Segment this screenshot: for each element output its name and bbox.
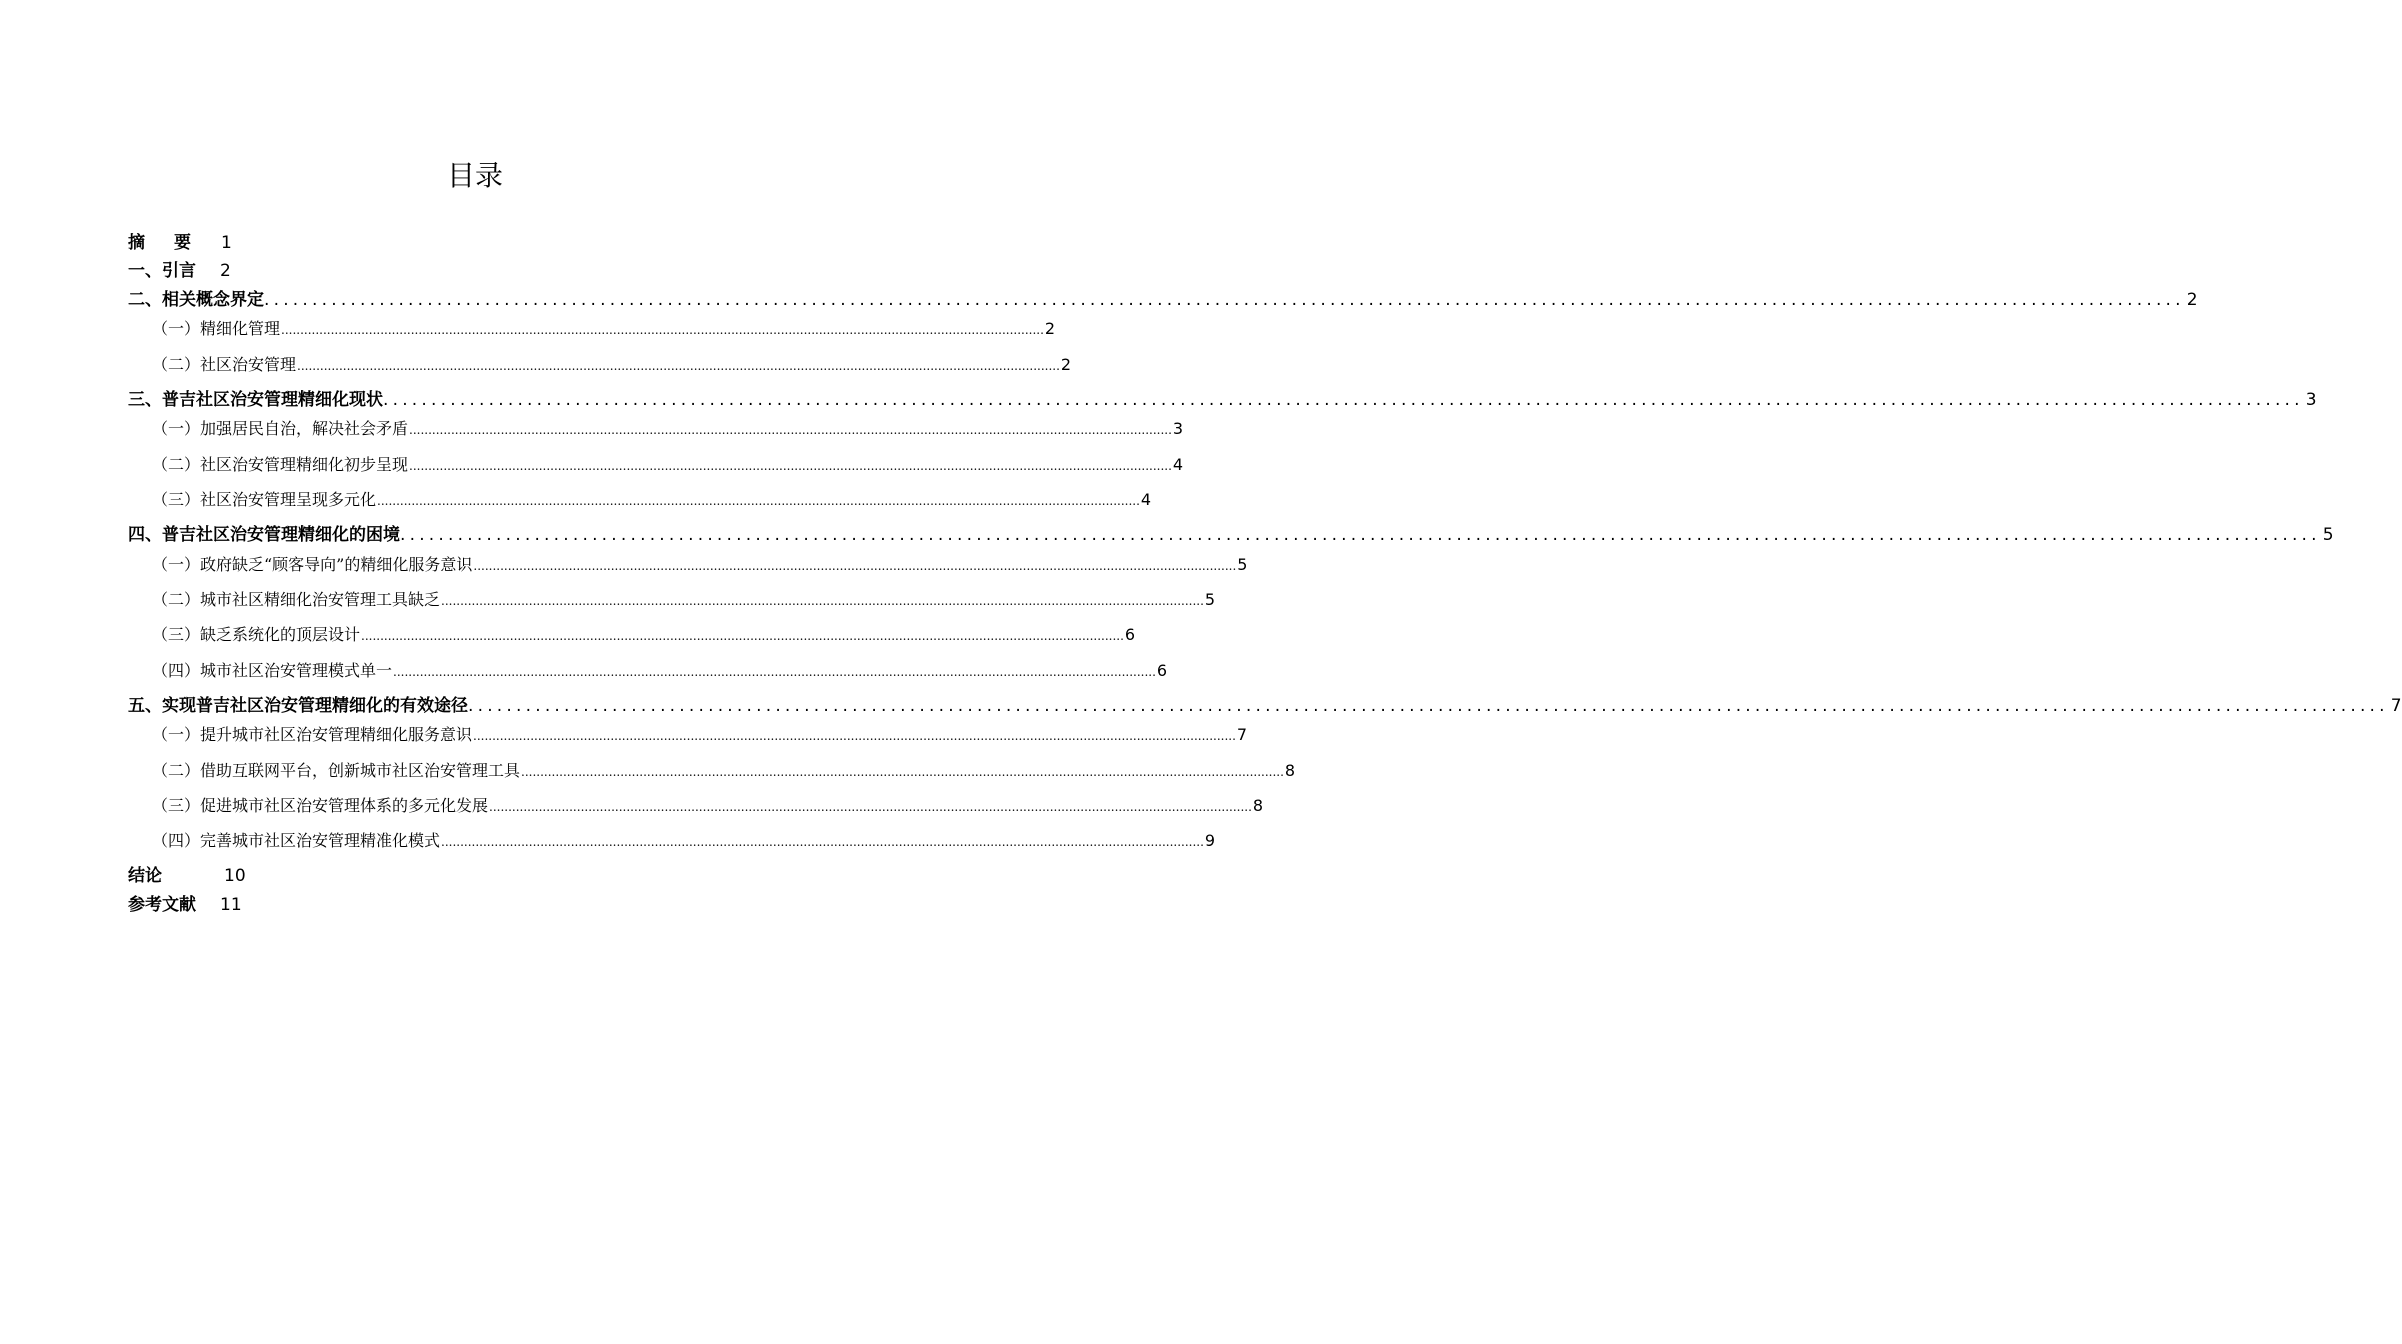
toc-entry-page: 2 [2186,290,2198,310]
toc-entry-chapter-2[interactable] [128,285,2198,310]
toc-entry-page: 11 [220,895,242,915]
toc-entry-page: 1 [221,233,232,253]
toc-entry-page: 8 [1284,761,1296,780]
toc-leader-dots: ........................................................................................................................................................................................................ [361,629,1124,643]
toc-entry-2-2[interactable] [152,352,1072,375]
toc-leader-dots: ........................................................................................................................................................................................................ [409,423,1172,437]
toc-entry-page: 6 [1124,625,1136,644]
toc-entry-label: 摘 要 [128,233,197,253]
toc-entry-label: 结论 [128,866,162,886]
toc-leader-dots: ........................................................................................................................................................................................................ [409,459,1172,473]
toc-entry-references[interactable] [128,890,242,915]
toc-entry-conclusion[interactable] [128,861,246,886]
toc-entry-label: 二、相关概念界定 [128,290,264,310]
toc-leader-dots: ........................................................................................................................................................................................................ [473,559,1237,573]
toc-entry-page: 2 [220,261,231,281]
toc-entry-page: 9 [1204,831,1216,850]
toc-leader-dots: ........................................................................................................................................................................................................ [383,390,2304,410]
toc-entry-5-2[interactable] [152,758,1296,781]
toc-entry-2-1[interactable] [152,316,1056,339]
toc-entry-chapter-3[interactable] [128,385,2317,410]
toc-entry-page: 5 [1237,555,1248,574]
toc-entry-abstract[interactable] [128,228,232,253]
toc-entry-label: （四）城市社区治安管理模式单一 [152,661,393,680]
toc-entry-page: 4 [1172,455,1184,474]
toc-entry-label: （二）城市社区精细化治安管理工具缺乏 [152,590,441,609]
toc-leader-dots: ........................................................................................................................................................................................................ [393,665,1156,679]
toc-entry-label: （一）加强居民自治，解决社会矛盾 [152,419,409,438]
toc-entry-5-3[interactable] [152,793,1264,816]
toc-entry-label: （一）精细化管理 [152,319,281,338]
toc-leader-dots: ........................................................................................................................................................................................................ [473,729,1236,743]
toc-entry-page: 2 [1044,319,1056,338]
toc-entry-label: （一）政府缺乏“顾客导向”的精细化服务意识 [152,555,473,574]
toc-entry-label: （二）社区治安管理 [152,355,297,374]
toc-leader-dots: ........................................................................................................................................................................................................ [297,359,1060,373]
toc-entry-label: （一）提升城市社区治安管理精细化服务意识 [152,725,473,744]
toc-entry-label: 四、普吉社区治安管理精细化的困境 [128,525,400,545]
page-title: 目录 [446,159,503,192]
toc-leader-dots: ........................................................................................................................................................................................................ [281,323,1044,337]
toc-entry-label: 参考文献 [128,895,196,915]
toc-entry-label: 五、实现普吉社区治安管理精细化的有效途径 [128,696,468,716]
toc-leader-dots: ........................................................................................................................................................................................................ [441,594,1204,608]
toc-entry-label: （四）完善城市社区治安管理精准化模式 [152,831,441,850]
toc-entry-4-2[interactable] [152,587,1216,610]
toc-leader-dots: ........................................................................................................................................................................................................ [441,835,1204,849]
toc-entry-3-2[interactable] [152,452,1184,475]
toc-entry-label: （二）社区治安管理精细化初步呈现 [152,455,409,474]
toc-leader-dots: ........................................................................................................................................................................................................ [521,765,1284,779]
toc-entry-3-3[interactable] [152,487,1152,510]
toc-entry-page: 7 [1236,725,1248,744]
toc-leader-dots: ........................................................................................................................................................................................................ [400,525,2321,545]
toc-entry-intro[interactable] [128,256,231,281]
toc-entry-page: 5 [1204,590,1216,609]
toc-entry-label: （二）借助互联网平台，创新城市社区治安管理工具 [152,761,521,780]
toc-entry-5-1[interactable] [152,722,1248,745]
toc-entry-page: 10 [224,866,246,886]
toc-entry-page: 3 [2305,390,2317,410]
toc-entry-chapter-5[interactable] [128,691,2402,716]
toc-entry-page: 6 [1156,661,1168,680]
toc-entry-page: 3 [1172,419,1184,438]
toc-entry-4-1[interactable] [152,552,1248,575]
toc-leader-dots: ........................................................................................................................................................................................................ [264,290,2185,310]
toc-leader-dots: ........................................................................................................................................................................................................ [489,800,1252,814]
toc-entry-label: 一、引言 [128,261,196,281]
toc-leader-dots: ........................................................................................................................................................................................................ [377,494,1140,508]
toc-entry-label: （三）促进城市社区治安管理体系的多元化发展 [152,796,489,815]
toc-entry-5-4[interactable] [152,828,1216,851]
toc-entry-page: 5 [2322,525,2334,545]
toc-leader-dots: ........................................................................................................................................................................................................ [468,696,2389,716]
toc-entry-page: 8 [1252,796,1264,815]
toc-entry-page: 2 [1060,355,1072,374]
toc-entry-3-1[interactable] [152,416,1184,439]
toc-entry-chapter-4[interactable] [128,520,2334,545]
toc-entry-label: 三、普吉社区治安管理精细化现状 [128,390,383,410]
toc-entry-label: （三）社区治安管理呈现多元化 [152,490,377,509]
toc-entry-label: （三）缺乏系统化的顶层设计 [152,625,361,644]
toc-entry-4-3[interactable] [152,622,1136,645]
toc-entry-4-4[interactable] [152,658,1168,681]
toc-entry-page: 4 [1140,490,1152,509]
toc-entry-page: 7 [2390,696,2402,716]
